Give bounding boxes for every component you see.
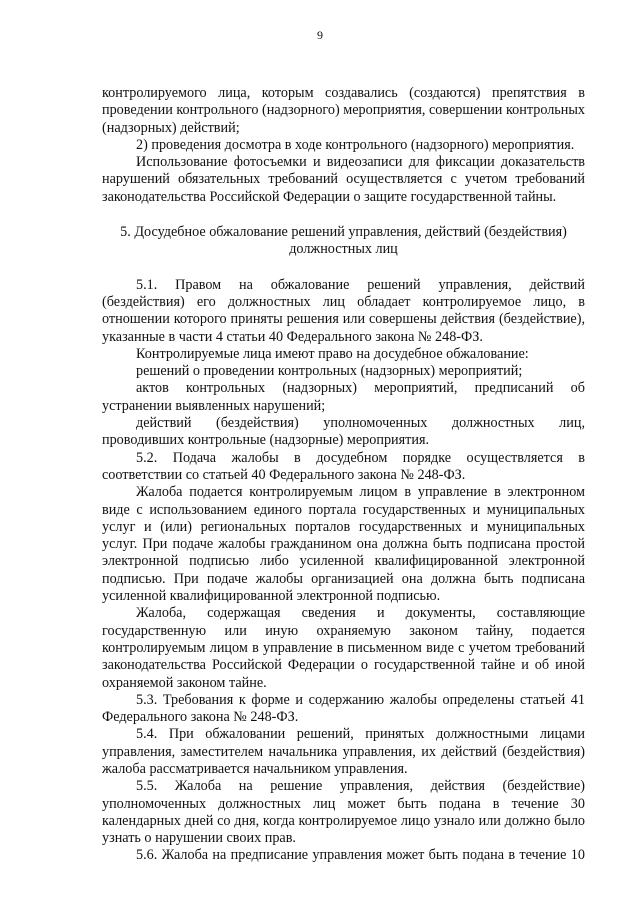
section-heading [102,224,585,259]
paragraph: 5.1. Правом на обжалование решений управления, действий (бездействия) его должностных лиц обладает контролируемое лицо, в отношении которого приняты решения или совершены действия (бездействие), указанные в части 4 статьи 40 Федерального закона № 248-ФЗ. [102,276,585,345]
section-heading-line-2: должностных лиц [289,241,398,258]
document-body [102,85,585,865]
paragraph: 5.3. Требования к форме и содержанию жалобы определены статьей 41 Федерального закона № 248-ФЗ. [102,691,585,726]
paragraph: Использование фотосъемки и видеозаписи для фиксации доказательств нарушений обязательных требований осуществляется с учетом требований законодательства Российской Федерации о защите государственной тайны. [102,154,585,205]
paragraph: 5.5. Жалоба на решение управления, действия (бездействие) уполномоченных должностных лиц может быть подана в течение 30 календарных дней со дня, когда контролируемое лицо узнало или должно было узнать о нарушении своих прав. [102,778,585,847]
section-heading-line-1: 5. Досудебное обжалование решений управления, действий (бездействия) [120,224,567,241]
paragraph: 5.2. Подача жалобы в досудебном порядке осуществляется в соответствии со статьей 40 Федерального закона № 248-ФЗ. [102,449,585,483]
paragraph: Жалоба, содержащая сведения и документы, составляющие государственную или иную охраняемую законом тайну, подается контролируемым лицом в управление в письменном виде с учетом требований законодательства Российской Федерации о государственной тайне и об иной охраняемой законом тайне. [102,605,585,691]
section-before [102,85,585,206]
paragraph: Жалоба подается контролируемым лицом в управление в электронном виде с использованием единого портала государственных и муниципальных услуг и (или) региональных порталов государственных и муниципальных услуг. При подаче жалобы гражданином она должна быть подписана простой электронной подписью либо усиленной квалифицированной электронной подписью. При подаче жалобы организацией она должна быть подписана усиленной квалифицированной электронной подписью. [102,484,585,605]
paragraph: 5.6. Жалоба на предписание управления может быть подана в течение 10 [136,847,585,864]
paragraph: действий (бездействия) уполномоченных должностных лиц, проводивших контрольные (надзорные) мероприятия. [102,415,585,449]
paragraph: актов контрольных (надзорных) мероприятий, предписаний об устранении выявленных нарушений; [102,380,585,414]
paragraph: Контролируемые лица имеют право на досудебное обжалование: [136,345,529,362]
paragraph: 5.4. При обжаловании решений, принятых должностными лицами управления, заместителем начальника управления, их действий (бездействия) жалоба рассматривается начальником управления. [102,726,585,777]
paragraph: контролируемого лица, которым создавались (создаются) препятствия в проведении контрольного (надзорного) мероприятия, совершении контрольных (надзорных) действий; [102,85,585,136]
page-number: 9 [317,28,323,42]
section-after [102,277,585,865]
paragraph: 2) проведения досмотра в ходе контрольного (надзорного) мероприятия. [136,136,575,153]
paragraph: решений о проведении контрольных (надзорных) мероприятий; [136,363,523,380]
